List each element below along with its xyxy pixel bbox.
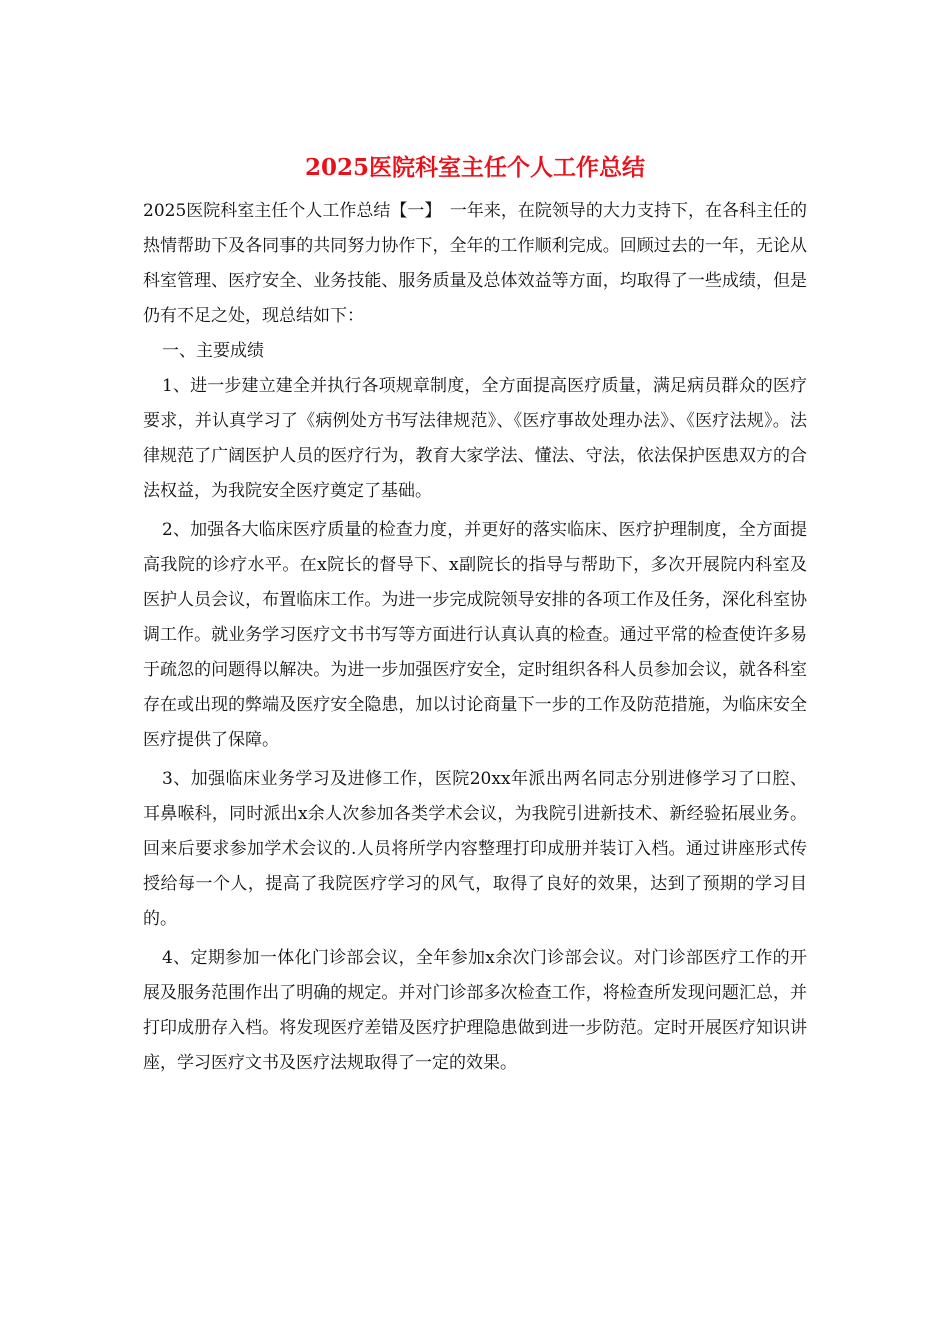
intro-paragraph: 2025医院科室主任个人工作总结【一】 一年来，在院领导的大力支持下，在各科主任的热情帮助下及各同事的共同努力协作下，全年的工作顺利完成。回顾过去的一年，无论从科室管理、医疗安全、业务技能、服务质量及总体效益等方面，均取得了一些成绩，但是仍有不足之处，现总结如下： xyxy=(143,201,807,326)
achievement-paragraph-3: 3、加强临床业务学习及进修工作，医院20xx年派出两名同志分别进修学习了口腔、耳鼻喉科，同时派出x余人次参加各类学术会议，为我院引进新技术、新经验拓展业务。回来后要求参加学术会议的.人员将所学内容整理打印成册并装订入档。通过讲座形式传授给每一个人，提高了我院医疗学习的风气，取得了良好的效果，达到了预期的学习目的。 xyxy=(143,769,807,929)
achievement-paragraph-2: 2、加强各大临床医疗质量的检查力度，并更好的落实临床、医疗护理制度，全方面提高我院的诊疗水平。在x院长的督导下、x副院长的指导与帮助下，多次开展院内科室及医护人员会议，布置临床工作。为进一步完成院领导安排的各项工作及任务，深化科室协调工作。就业务学习医疗文书书写等方面进行认真认真的检查。通过平常的检查使许多易于疏忽的问题得以解决。为进一步加强医疗安全，定时组织各科人员参加会议，就各科室存在或出现的弊端及医疗安全隐患，加以讨论商量下一步的工作及防范措施，为临床安全医疗提供了保障。 xyxy=(143,520,807,750)
section-heading-main-achievements: 一、主要成绩 xyxy=(162,341,264,361)
document-body xyxy=(143,194,807,1081)
achievement-paragraph-1: 1、进一步建立建全并执行各项规章制度，全方面提高医疗质量，满足病员群众的医疗要求，并认真学习了《病例处方书写法律规范》、《医疗事故处理办法》、《医疗法规》。法律规范了广阔医护人员的医疗行为，教育大家学法、懂法、守法，依法保护医患双方的合法权益，为我院安全医疗奠定了基础。 xyxy=(143,376,807,501)
document-title: 2025医院科室主任个人工作总结 xyxy=(304,154,645,181)
achievement-paragraph-4: 4、定期参加一体化门诊部会议，全年参加x余次门诊部会议。对门诊部医疗工作的开展及服务范围作出了明确的规定。并对门诊部多次检查工作，将检查所发现问题汇总，并打印成册存入档。将发现医疗差错及医疗护理隐患做到进一步防范。定时开展医疗知识讲座，学习医疗文书及医疗法规取得了一定的效果。 xyxy=(143,948,807,1073)
